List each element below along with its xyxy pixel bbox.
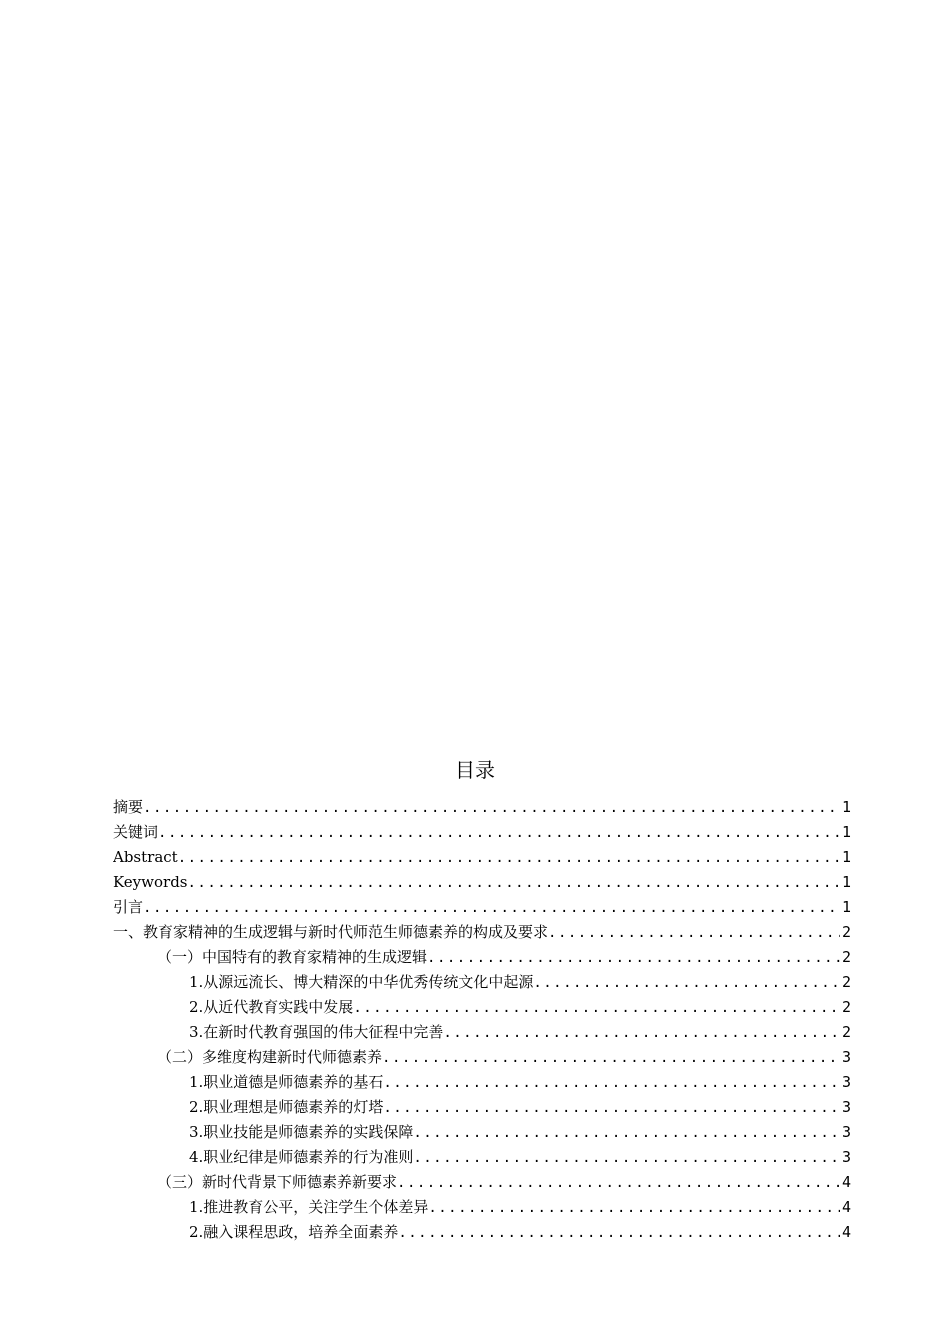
toc-dot-leader xyxy=(443,1021,840,1045)
toc-entry-label: Abstract xyxy=(113,848,178,866)
toc-page-number: 4 xyxy=(841,1173,851,1191)
toc-dot-leader xyxy=(382,1046,840,1070)
toc-entry[interactable] xyxy=(113,970,851,995)
toc-entry-label: 关键词 xyxy=(113,823,159,841)
toc-page-number: 2 xyxy=(841,998,851,1016)
toc-dot-leader xyxy=(143,796,840,820)
toc-entry-label: （一）中国特有的教育家精神的生成逻辑 xyxy=(157,948,428,966)
toc-dot-leader xyxy=(427,946,840,970)
toc-page-number: 2 xyxy=(841,948,851,966)
toc-dot-leader xyxy=(188,871,840,895)
toc-page-number: 1 xyxy=(841,848,851,866)
toc-dot-leader xyxy=(143,896,840,920)
toc-page-number: 4 xyxy=(841,1223,851,1241)
toc-entry-label: 1.推进教育公平，关注学生个体差异 xyxy=(189,1198,429,1216)
toc-page-number: 1 xyxy=(841,898,851,916)
toc-entry[interactable] xyxy=(113,1120,851,1145)
toc-entry-label: 引言 xyxy=(113,898,144,916)
toc-dot-leader xyxy=(353,996,840,1020)
toc-entry[interactable] xyxy=(113,995,851,1020)
toc-page-number: 3 xyxy=(841,1123,851,1141)
toc-entry-label: 2.职业理想是师德素养的灯塔 xyxy=(189,1098,384,1116)
toc-page-number: 3 xyxy=(841,1148,851,1166)
toc-entry[interactable] xyxy=(113,1070,851,1095)
toc-page-number: 1 xyxy=(841,798,851,816)
toc-entry[interactable] xyxy=(113,920,851,945)
toc-entry[interactable] xyxy=(113,1170,851,1195)
toc-dot-leader xyxy=(398,1221,840,1245)
toc-entry-label: （二）多维度构建新时代师德素养 xyxy=(157,1048,383,1066)
toc-entry[interactable] xyxy=(113,945,851,970)
toc-page-number: 4 xyxy=(841,1198,851,1216)
toc-dot-leader xyxy=(397,1171,840,1195)
toc-entry-label: 4.职业纪律是师德素养的行为准则 xyxy=(189,1148,414,1166)
toc-entry-label: 2.融入课程思政，培养全面素养 xyxy=(189,1223,399,1241)
toc-entry-label: 2.从近代教育实践中发展 xyxy=(189,998,354,1016)
toc-entry-label: 3.在新时代教育强国的伟大征程中完善 xyxy=(189,1023,444,1041)
toc-entry[interactable] xyxy=(113,795,851,820)
toc-dot-leader xyxy=(383,1071,840,1095)
toc-entry[interactable] xyxy=(113,1195,851,1220)
toc-dot-leader xyxy=(548,921,840,945)
toc-dot-leader xyxy=(533,971,840,995)
toc-entry[interactable] xyxy=(113,1045,851,1070)
toc-dot-leader xyxy=(158,821,840,845)
toc-entry[interactable] xyxy=(113,1220,851,1245)
toc-page-number: 2 xyxy=(841,1023,851,1041)
toc-entry[interactable] xyxy=(113,820,851,845)
toc-page-number: 1 xyxy=(841,873,851,891)
toc-list xyxy=(113,795,851,1245)
toc-dot-leader xyxy=(178,846,840,870)
toc-page-number: 2 xyxy=(841,923,851,941)
toc-entry[interactable] xyxy=(113,1095,851,1120)
toc-page-number: 3 xyxy=(841,1073,851,1091)
toc-dot-leader xyxy=(428,1196,840,1220)
toc-entry-label: （三）新时代背景下师德素养新要求 xyxy=(157,1173,398,1191)
toc-entry[interactable] xyxy=(113,870,851,895)
toc-dot-leader xyxy=(413,1121,840,1145)
toc-dot-leader xyxy=(383,1096,840,1120)
toc-title: 目录 xyxy=(455,758,495,782)
toc-page-number: 3 xyxy=(841,1048,851,1066)
toc-entry-label: 3.职业技能是师德素养的实践保障 xyxy=(189,1123,414,1141)
toc-dot-leader xyxy=(413,1146,840,1170)
toc-page-number: 3 xyxy=(841,1098,851,1116)
toc-page-number: 1 xyxy=(841,823,851,841)
toc-entry[interactable] xyxy=(113,1145,851,1170)
toc-entry[interactable] xyxy=(113,1020,851,1045)
toc-entry-label: 摘要 xyxy=(113,798,144,816)
toc-entry-label: Keywords xyxy=(113,873,188,891)
toc-entry-label: 一、教育家精神的生成逻辑与新时代师范生师德素养的构成及要求 xyxy=(113,923,549,941)
toc-entry[interactable] xyxy=(113,845,851,870)
toc-entry[interactable] xyxy=(113,895,851,920)
toc-entry-label: 1.从源远流长、博大精深的中华优秀传统文化中起源 xyxy=(189,973,534,991)
toc-entry-label: 1.职业道德是师德素养的基石 xyxy=(189,1073,384,1091)
toc-page-number: 2 xyxy=(841,973,851,991)
